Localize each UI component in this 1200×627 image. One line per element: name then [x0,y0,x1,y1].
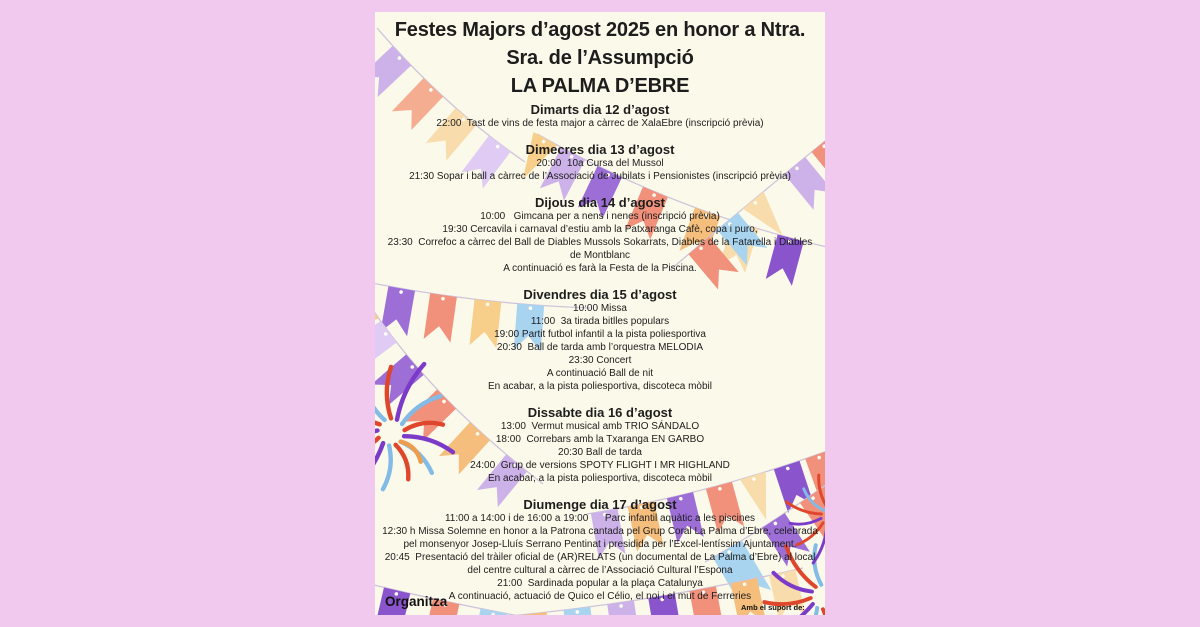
day-heading: Divendres dia 15 d’agost [523,287,677,302]
day-heading: Dijous dia 14 d’agost [534,195,666,210]
event-line: 11:00 a 14:00 i de 16:00 a 19:00 Parc infantil aquàtic a les piscines [444,513,756,524]
event-line: A continuació es farà la Festa de la Piscina. [503,263,697,274]
day-section-dissabte [381,405,819,485]
event-line: 21:30 Sopar i ball a càrrec de l’Associació de Jubilats i Pensionistes (inscripció prèvia) [409,171,791,182]
event-line: 20:30 Ball de tarda [558,447,642,458]
event-line: 10:00 Gimcana per a nens i nenes (inscripció prèvia) [480,211,720,222]
day-heading: Dimarts dia 12 d’agost [530,102,670,117]
event-line: En acabar, a la pista poliesportiva, discoteca mòbil [487,473,712,484]
event-line: 11:00 3a tirada bitlles populars [530,316,670,327]
event-line: 23:30 Correfoc a càrrec del Ball de Diables Mussols Sokarrats, Diables de la Fatarella i Diables de Montblanc [387,237,816,261]
event-line: 22:00 Tast de vins de festa major a càrrec de XalaEbre (inscripció prèvia) [436,118,764,129]
organitza-label: Organitza [385,594,448,609]
poster-title-line2: Sra. de l’Assumpció [506,47,694,69]
event-line: 20:30 Ball de tarda amb l’orquestra MELODIA [496,342,704,353]
poster-title-line3: LA PALMA D’EBRE [510,75,690,97]
event-line: 19:00 Partit futbol infantil a la pista poliesportiva [494,329,706,340]
poster-title-line1: Festes Majors d’agost 2025 en honor a Ntra. [394,19,806,41]
day-section-dimarts [381,102,819,130]
poster-content [375,12,825,615]
event-line: En acabar, a la pista poliesportiva, discoteca mòbil [487,381,712,392]
event-line: 20:45 Presentació del tràiler oficial de (AR)RELATS (un documental de La Palma d’Ebre) al local del centre cultural a càrrec de l’Associació Cultural l’Espona [384,552,819,576]
event-line: 21:00 Sardinada popular a la plaça Catalunya [497,578,703,589]
event-line: 23:30 Concert [568,355,632,366]
day-section-dimecres [381,142,819,183]
event-line: 24:00 Grup de versions SPOTY FLIGHT I MR HIGHLAND [470,460,730,471]
event-line: 13:00 Vermut musical amb TRIO SÁNDALO [500,421,700,432]
day-section-divendres [381,287,819,393]
event-line: 10:00 Missa [573,303,627,314]
event-line: 12:30 h Missa Solemne en honor a la Patrona cantada pel Grup Coral La Palma d’Ebre, celebrada pel monsenyor Josep-Lluís Serrano Pentinat i presidida per l’Excel-lentíssim Ajuntament. [382,526,821,550]
day-heading: Dimecres dia 13 d’agost [525,142,675,157]
event-line: 19:30 Cercavila i carnaval d’estiu amb la Patxaranga Cafè, copa i puro, [442,224,758,235]
event-line: 18:00 Correbars amb la Txaranga EN GARBO [495,434,705,445]
event-line: A continuació, actuació de Quico el Célio, el noi i el mut de Ferreries [448,591,752,602]
support-label: Amb el suport de: [741,603,805,612]
event-line: A continuació Ball de nit [546,368,654,379]
event-line: 20:00 10a Cursa del Mussol [536,158,664,169]
day-heading: Diumenge dia 17 d’agost [523,497,677,512]
day-section-diumenge [381,497,819,603]
festival-poster [375,12,825,615]
day-section-dijous [381,195,819,275]
day-heading: Dissabte dia 16 d’agost [527,405,673,420]
